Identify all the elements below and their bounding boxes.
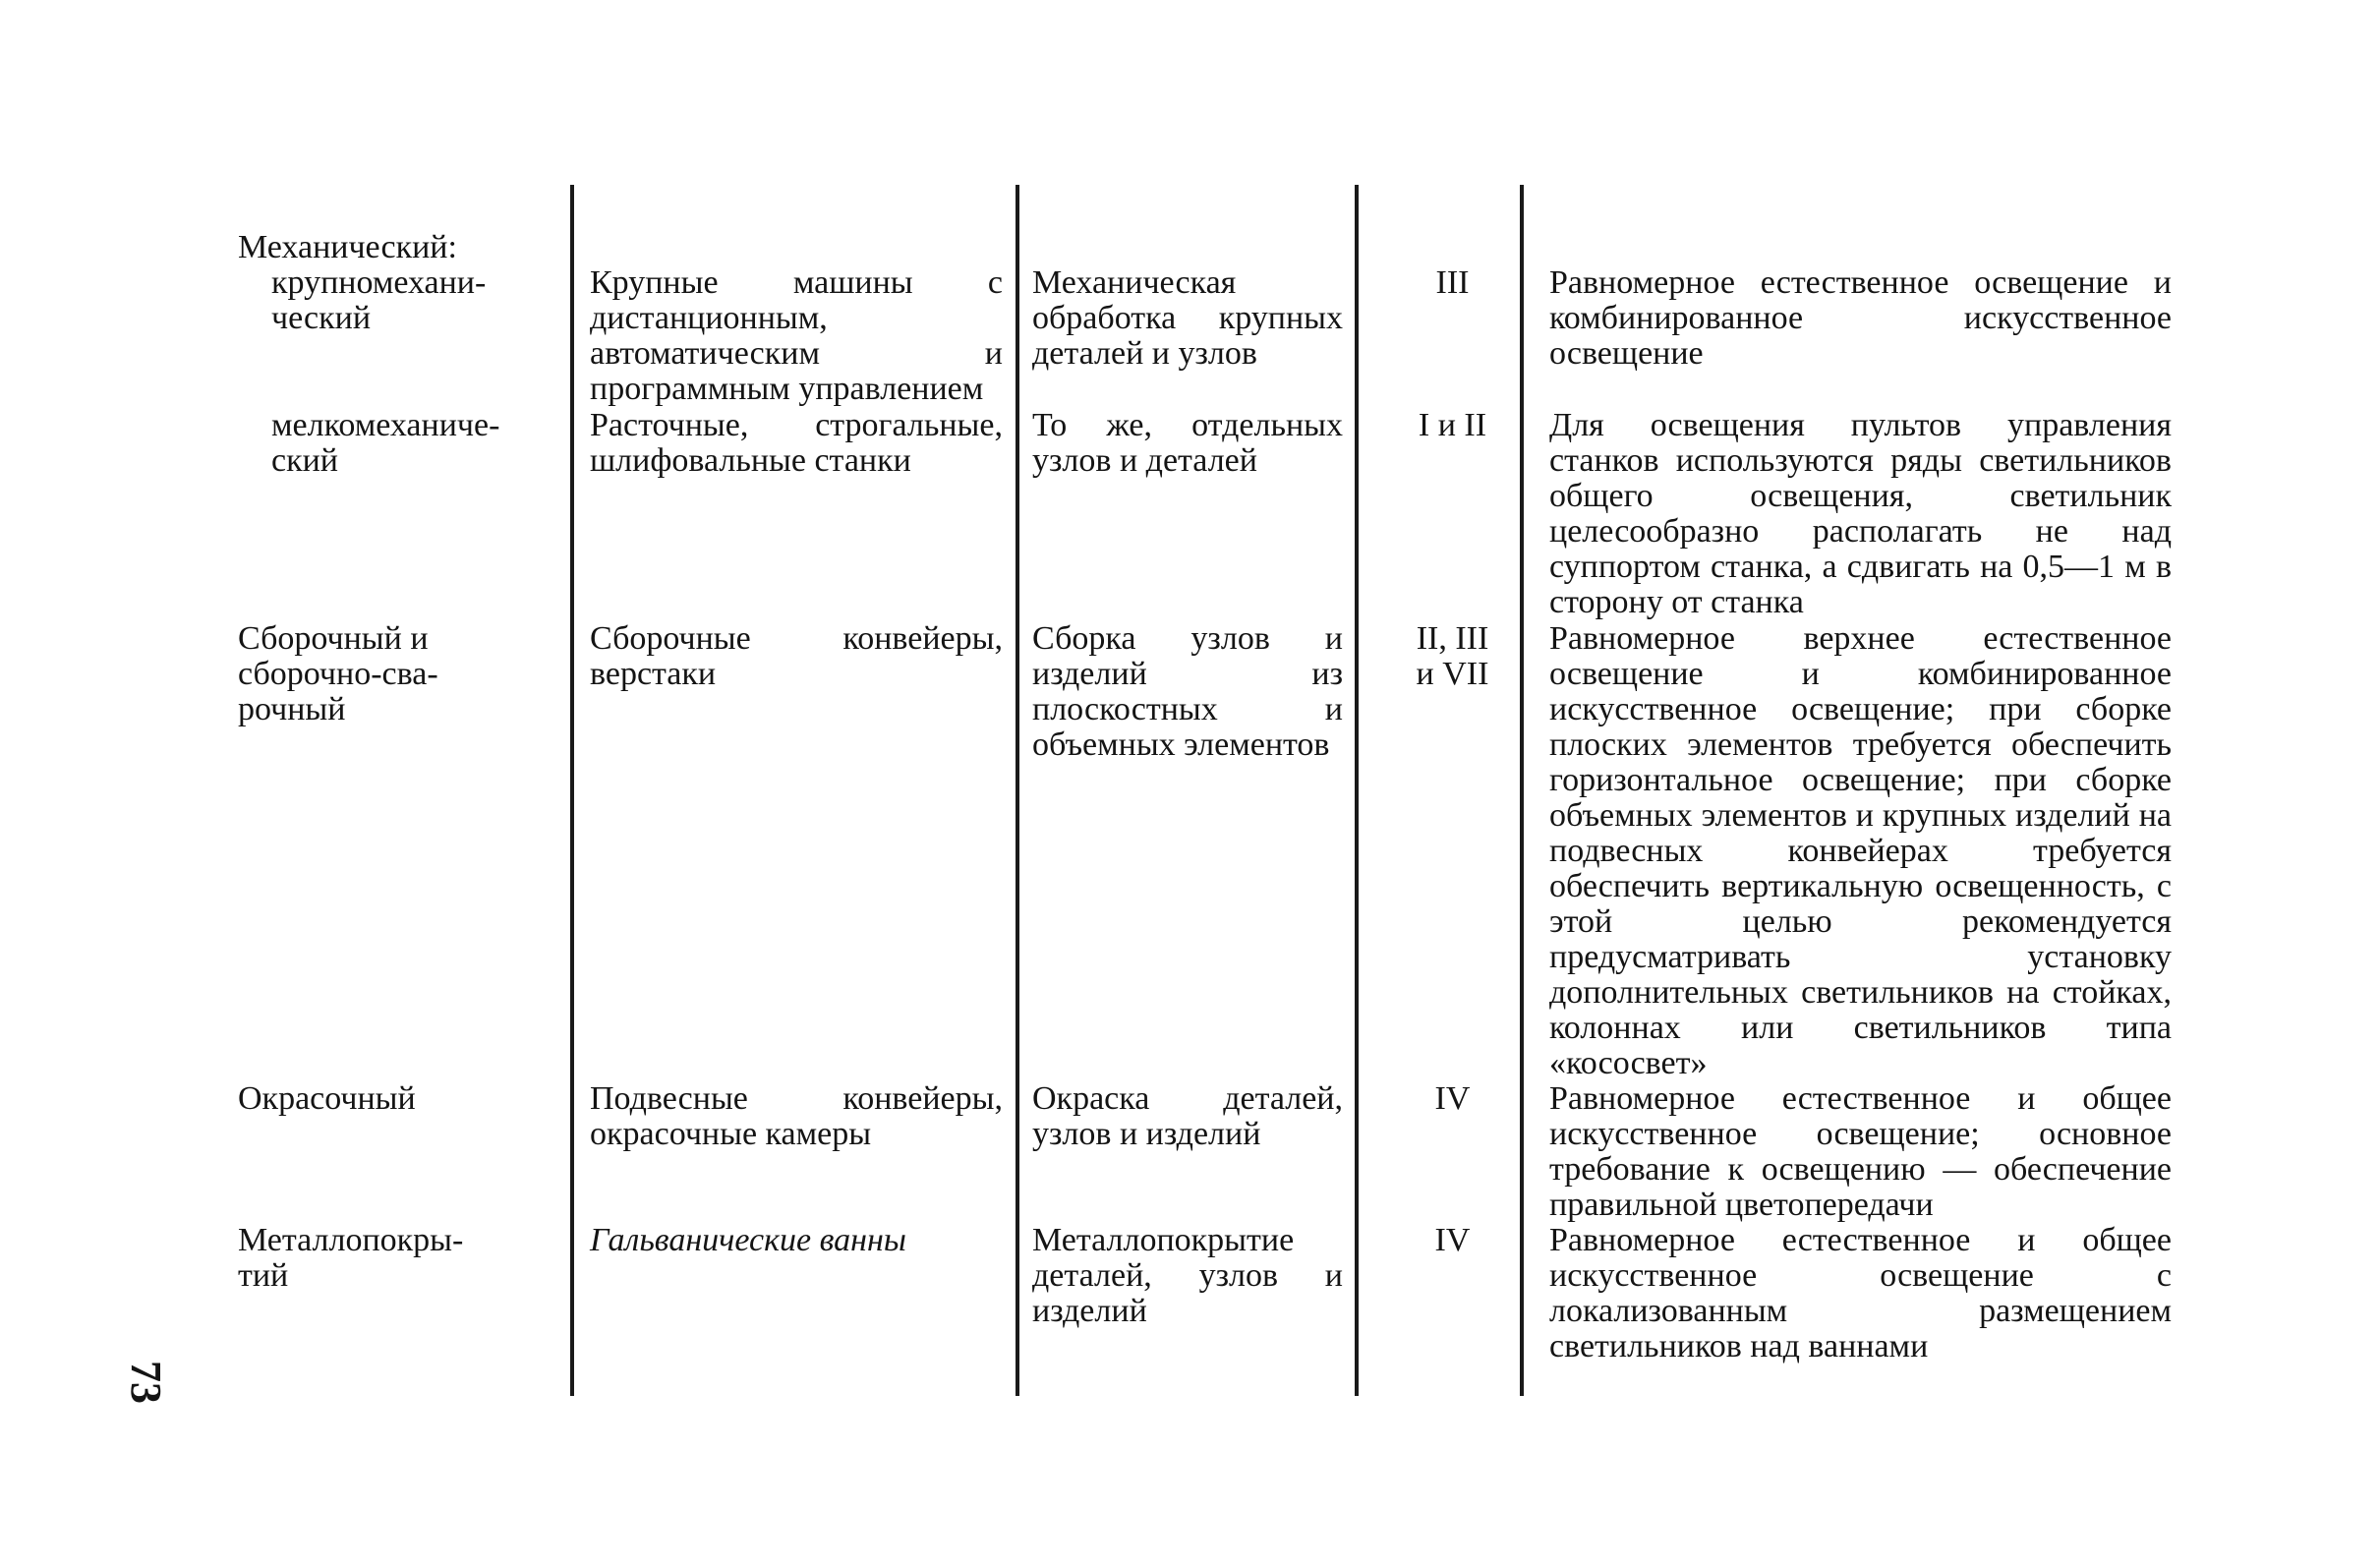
recommendation-cell: Равномерное естественное и общее искусственное освещение; основное требование к освещению — обеспечение правильной цветопередачи xyxy=(1549,1080,2172,1223)
work-cell: Механическая обработка крупных деталей и узлов xyxy=(1032,264,1343,372)
column-rule-4 xyxy=(1520,185,1524,1396)
column-rule-3 xyxy=(1355,185,1359,1396)
workshop-name: мелкомеханиче- ский xyxy=(271,407,500,479)
work-cell: Окраска деталей, узлов и изделий xyxy=(1032,1080,1343,1152)
work-cell: То же, отдельных узлов и деталей xyxy=(1032,407,1343,479)
work-cell: Металлопокрытие деталей, узлов и изделий xyxy=(1032,1222,1343,1329)
equipment-cell: Сборочные конвейеры, верстаки xyxy=(590,620,1003,692)
workshop-name: Сборочный и сборочно-сва- рочный xyxy=(238,620,438,727)
column-rule-2 xyxy=(1016,185,1019,1396)
column-rule-1 xyxy=(570,185,574,1396)
recommendation-cell: Для освещения пультов управления станков используются ряды светильников общего освещения, светильник целесообразно располагать не над суппортом станка, а сдвигать на 0,5—1 м в сторону от станка xyxy=(1549,407,2172,620)
category-cell: III xyxy=(1435,264,1470,301)
equipment-cell: Гальванические ванны xyxy=(590,1222,906,1258)
recommendation-cell: Равномерное верхнее естественное освещение и комбинированное искусственное освещение; при сборке плоских элементов требуется обеспечить горизонтальное освещение; при сборке объемных элементов и крупных изделий на подвесных конвейерах требуется обеспечить вертикальную освещенность, с этой целью рекомендуется предусматривать установку дополнительных светильников на стойках, колоннах или светильников типа «кососвет» xyxy=(1549,620,2172,1081)
work-cell: Сборка узлов и изделий из плоскостных и объемных элементов xyxy=(1032,620,1343,763)
equipment-cell: Крупные машины с дистанционным, автоматическим и программным управлением xyxy=(590,264,1003,407)
category-cell: I и II xyxy=(1418,407,1487,443)
category-cell: IV xyxy=(1434,1222,1471,1258)
recommendation-cell: Равномерное естественное освещение и комбинированное искусственное освещение xyxy=(1549,264,2172,372)
equipment-cell: Расточные, строгальные, шлифовальные станки xyxy=(590,407,1003,479)
page-number: 73 xyxy=(122,1361,170,1404)
workshop-name: Металлопокры- тий xyxy=(238,1222,464,1294)
workshop-name: крупномехани- ческий xyxy=(271,264,487,336)
category-cell: IV xyxy=(1434,1080,1471,1117)
equipment-cell: Подвесные конвейеры, окрасочные камеры xyxy=(590,1080,1003,1152)
workshop-name: Окрасочный xyxy=(238,1080,416,1117)
workshop-heading: Механический: xyxy=(238,229,457,265)
recommendation-cell: Равномерное естественное и общее искусственное освещение с локализованным размещением светильников над ваннами xyxy=(1549,1222,2172,1364)
category-cell: II, III и VII xyxy=(1416,620,1489,692)
